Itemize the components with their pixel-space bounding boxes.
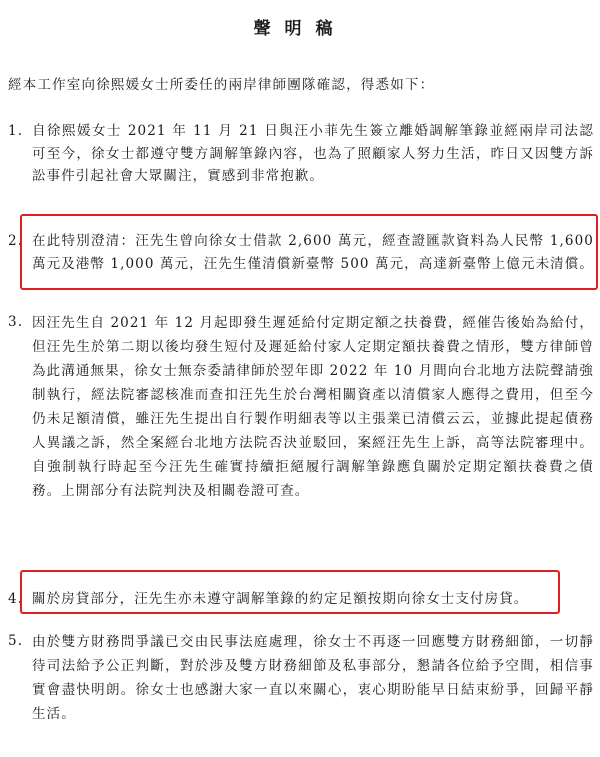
item-number: 5.: [8, 633, 24, 649]
item-text: 因汪先生自 2021 年 12 月起即發生遲延給付定期定額之扶養費，經催告後始為給付，但汪先生於第二期以後均發生短付及遲延給付家人定期定額扶養費之情形，雙方律師曾為此溝通無果，徐女士無奈委請律師於翌年即 2022 年 10 月間向台北地方法院聲請強制執行，經法院審認核准而查扣汪先生於台灣相關資產以清償家人應得之費用，但至今仍未足額清償，雖汪先生提出自行製作明細表等以主張業已清償云云，並據此提起債務人異議之訴，然全案經台北地方法院否決並駁回，案經汪先生上訴，高等法院審理中。自強制執行時起至今汪先生確實持續拒絕履行調解筆錄應負關於定期定額扶養費之債務。上開部分有法院判決及相關卷證可查。: [32, 315, 594, 499]
document-title: 聲明稿: [253, 19, 347, 39]
statement-item-3: [8, 311, 598, 503]
highlight-box-item-4: [20, 570, 560, 614]
item-text: 在此特別澄清：汪先生曾向徐女士借款 2,600 萬元，經查證匯款資料為人民幣 1,600 萬元及港幣 1,000 萬元，汪先生僅清償新臺幣 500 萬元，高達新臺幣上億元未清償。: [32, 233, 594, 272]
intro-paragraph: 經本工作室向徐熙媛女士所委任的兩岸律師團隊確認，得悉如下：: [8, 77, 435, 93]
statement-item-5: [8, 630, 598, 726]
item-number: 1.: [8, 123, 24, 139]
item-number: 2.: [8, 233, 24, 249]
item-text: 自徐熙媛女士 2021 年 11 月 21 日與汪小菲先生簽立離婚調解筆錄並經兩岸司法認可至今，徐女士都遵守雙方調解筆錄內容，也為了照顧家人努力生活，昨日又因雙方訴訟事件引起社會大眾關注，實感到非常抱歉。: [32, 123, 594, 184]
item-text: 由於雙方財務問爭議已交由民事法庭處理，徐女士不再逐一回應雙方財務細節，一切靜待司法給予公正判斷，對於涉及雙方財務細節及私事部分，懇請各位給予空間，相信事實會盡快明朗。徐女士也感謝大家一直以來關心，衷心期盼能早日結束紛爭，回歸平靜生活。: [32, 634, 594, 722]
item-number: 4.: [8, 591, 24, 607]
item-text: 關於房貸部分，汪先生亦未遵守調解筆錄的約定足額按期向徐女士支付房貸。: [32, 591, 529, 607]
item-number: 3.: [8, 314, 24, 330]
highlight-box-item-2: [20, 214, 598, 290]
statement-item-1: [8, 120, 598, 188]
